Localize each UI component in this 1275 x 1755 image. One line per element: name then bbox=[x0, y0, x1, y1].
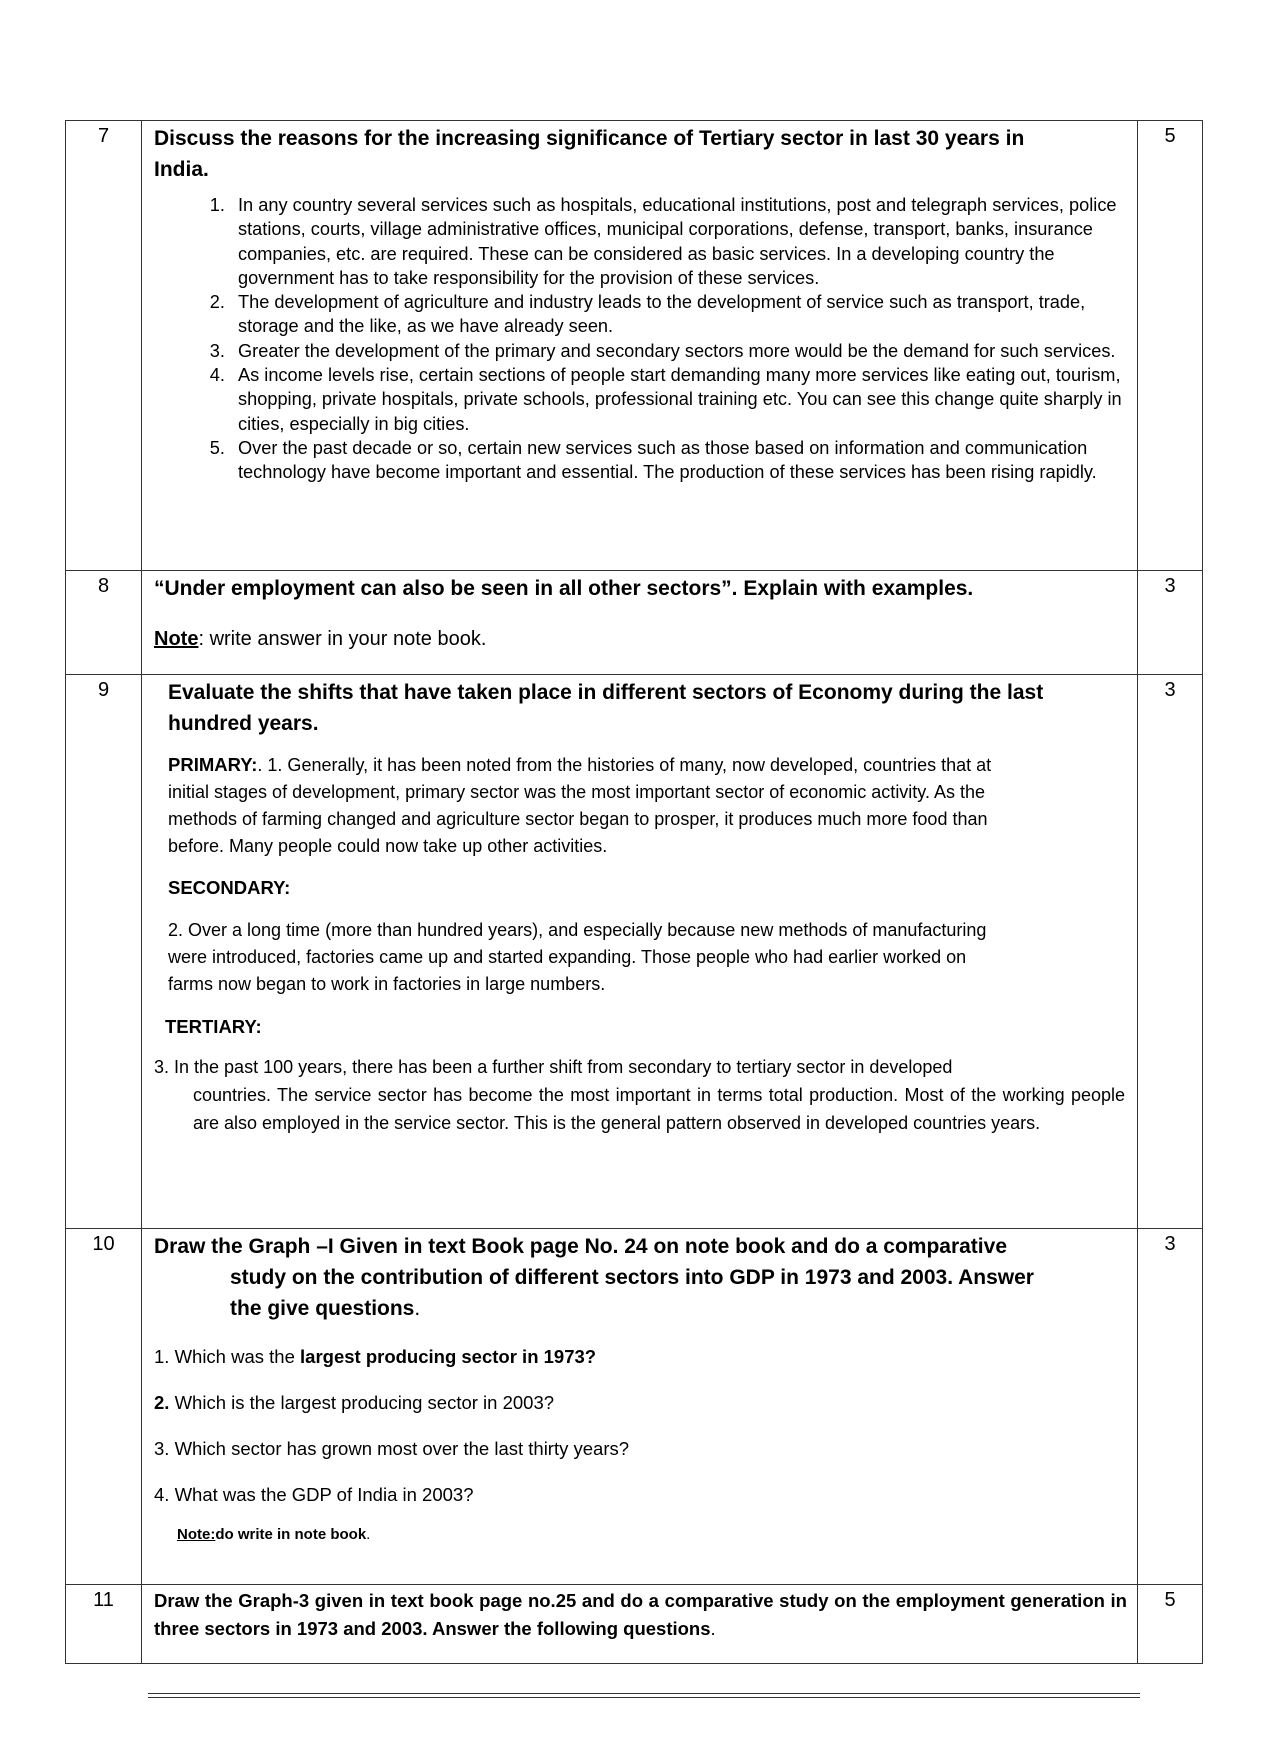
footer-rule-top bbox=[148, 1693, 1140, 1694]
question-text-line1: Discuss the reasons for the increasing significance of Tertiary sector in last 30 years in bbox=[154, 127, 1025, 150]
sub-question-text: Which is the largest producing sector in 2003? bbox=[169, 1392, 555, 1413]
secondary-line: 2. Over a long time (more than hundred years), and especially because new methods of manufacturing bbox=[168, 920, 987, 940]
tertiary-rest: countries. The service sector has become the most important in terms total production. Most of the working people are also employed in the service sector. This is the general pattern observed in developed countries years. bbox=[193, 1085, 1125, 1133]
question-number: 10 bbox=[66, 1229, 142, 1585]
question-text-line1: Evaluate the shifts that have taken place in different sectors of Economy during the last bbox=[168, 681, 1044, 704]
question-text-line2: study on the contribution of different sectors into GDP in 1973 and 2003. Answer bbox=[230, 1266, 1034, 1289]
sub-question-number: 2. bbox=[154, 1392, 170, 1413]
question-row-9 bbox=[66, 675, 1203, 1229]
secondary-paragraph bbox=[142, 917, 1137, 998]
note bbox=[142, 628, 1137, 651]
sub-question-text: 1. Which was the bbox=[154, 1346, 301, 1367]
answer-point: 2. The development of agriculture and industry leads to the development of service such as transport, trade, storage and the like, as we have already seen. bbox=[230, 290, 1137, 339]
note-text: : write answer in your note book. bbox=[198, 628, 487, 650]
question-row-11 bbox=[66, 1585, 1203, 1664]
question-text: “Under employment can also be seen in all other sectors”. Explain with examples. bbox=[154, 577, 974, 600]
question-marks: 3 bbox=[1138, 1229, 1203, 1585]
footer-rule-bottom bbox=[148, 1697, 1140, 1698]
question-body bbox=[142, 675, 1138, 1229]
question-text-line3: the give questions bbox=[230, 1297, 415, 1320]
question-row-7 bbox=[66, 121, 1203, 571]
primary-line: before. Many people could now take up other activities. bbox=[168, 836, 608, 856]
question-row-10 bbox=[66, 1229, 1203, 1585]
answer-point: 4. As income levels rise, certain sections of people start demanding many more services like eating out, tourism, shopping, private hospitals, private schools, professional training etc. You can see this change quite sharply in cities, especially in big cities. bbox=[230, 363, 1137, 436]
primary-line: methods of farming changed and agriculture sector began to prosper, it produces much more food than bbox=[168, 809, 988, 829]
primary-paragraph bbox=[142, 751, 1137, 860]
question-marks: 3 bbox=[1138, 675, 1203, 1229]
question-marks: 5 bbox=[1138, 1585, 1203, 1664]
answer-point: 5. Over the past decade or so, certain new services such as those based on information and communication technology have become important and essential. The production of these services has been rising rapidly. bbox=[230, 436, 1137, 485]
note-text: do write in note book bbox=[215, 1526, 367, 1543]
primary-line: initial stages of development, primary sector was the most important sector of economic activity. As the bbox=[168, 782, 986, 802]
question-body: Draw the Graph-3 given in text book page no.25 and do a comparative study on the employment generation in three sectors in 1973 and 2003. Answer the following questions. bbox=[142, 1585, 1138, 1664]
sub-question-2 bbox=[142, 1392, 1137, 1414]
question-number: 9 bbox=[66, 675, 142, 1229]
sub-question-bold: largest producing sector in 1973? bbox=[300, 1346, 597, 1367]
primary-label: PRIMARY: bbox=[168, 754, 258, 775]
note-label: Note bbox=[154, 628, 199, 650]
question-body bbox=[142, 571, 1138, 675]
question-text-line2: hundred years. bbox=[168, 712, 319, 735]
tertiary-first-line: 3. In the past 100 years, there has been a further shift from secondary to tertiary sector in developed bbox=[154, 1057, 953, 1077]
answer-points bbox=[142, 193, 1137, 485]
note: Note:do write in note book. bbox=[177, 1526, 371, 1543]
question-number: 8 bbox=[66, 571, 142, 675]
question-number: 11 bbox=[66, 1585, 142, 1664]
question-body bbox=[142, 121, 1138, 571]
question-marks: 5 bbox=[1138, 121, 1203, 571]
sub-question-3: 3. Which sector has grown most over the last thirty years? bbox=[154, 1438, 630, 1459]
question-row-8 bbox=[66, 571, 1203, 675]
tertiary-paragraph bbox=[142, 1053, 1137, 1137]
questions-table bbox=[65, 120, 1203, 1664]
answer-point: 1. In any country several services such as hospitals, educational institutions, post and telegraph services, police stations, courts, village administrative offices, municipal corporations, defense, transport, banks, insurance companies, etc. are required. These can be considered as basic services. In a developing country the government has to take responsibility for the provision of these services. bbox=[230, 193, 1137, 290]
question-text-line3-wrap: the give questions. bbox=[230, 1297, 421, 1320]
question-text-line2: India. bbox=[154, 158, 209, 181]
question-text: Draw the Graph-3 given in text book page no.25 and do a comparative study on the employment generation in three sectors in 1973 and 2003. Answer the following questions bbox=[154, 1590, 1127, 1639]
question-body bbox=[142, 1229, 1138, 1585]
note-label: Note: bbox=[177, 1526, 216, 1543]
question-text-line1: Draw the Graph –I Given in text Book page No. 24 on note book and do a comparative bbox=[154, 1235, 1007, 1258]
question-marks: 3 bbox=[1138, 571, 1203, 675]
secondary-label: SECONDARY: bbox=[168, 877, 291, 898]
sub-question-4: 4. What was the GDP of India in 2003? bbox=[154, 1484, 474, 1505]
secondary-line: farms now began to work in factories in large numbers. bbox=[168, 974, 606, 994]
tertiary-label: TERTIARY: bbox=[165, 1016, 262, 1037]
answer-point: 3. Greater the development of the primary and secondary sectors more would be the demand for such services. bbox=[230, 339, 1137, 363]
sub-question-1 bbox=[142, 1346, 1137, 1368]
question-number: 7 bbox=[66, 121, 142, 571]
secondary-line: were introduced, factories came up and started expanding. Those people who had earlier worked on bbox=[168, 947, 967, 967]
primary-line: . 1. Generally, it has been noted from the histories of many, now developed, countries that at bbox=[257, 755, 992, 775]
